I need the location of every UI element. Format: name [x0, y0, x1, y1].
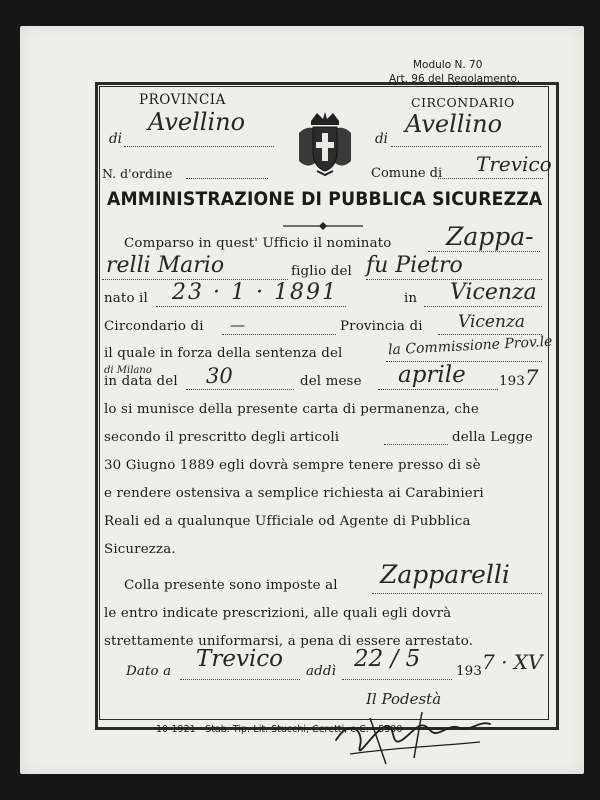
mese-value: aprile: [398, 362, 466, 388]
provincia-value: Avellino: [148, 108, 246, 136]
body-line-strettamente: strettamente uniformarsi, a pena di essere arrestato.: [104, 634, 474, 649]
data-label: in data del: [104, 374, 178, 389]
addi-label: addì: [306, 664, 337, 679]
dato-anno-handwritten: 7 · XV: [482, 650, 543, 674]
circondario-field-value: —: [230, 316, 245, 334]
nominato-part1: Zappa-: [446, 222, 534, 251]
circondario-label: CIRCONDARIO: [411, 95, 515, 110]
dato-anno-prefix: 193: [456, 664, 483, 679]
circondario-field-label: Circondario di: [104, 319, 204, 334]
body-line-30giugno: 30 Giugno 1889 egli dovrà sempre tenere presso di sè: [104, 458, 481, 473]
dato-label: Dato a: [126, 664, 172, 679]
body-line-sicurezza: Sicurezza.: [104, 542, 176, 557]
in-label: in: [404, 291, 418, 306]
comune-value: Trevico: [476, 152, 552, 176]
sentenza-value-cont: di Milano: [104, 365, 152, 376]
luogo-nascita: Vicenza: [450, 280, 537, 305]
title-divider: [283, 221, 363, 231]
figlio-label: figlio del: [291, 264, 352, 279]
body-line-entro: le entro indicate prescrizioni, alle quali egli dovrà: [104, 606, 452, 621]
anno-handwritten: 7: [525, 366, 539, 390]
comparso-text: Comparso in quest' Ufficio il nominato: [124, 236, 392, 251]
dato-luogo: Trevico: [196, 646, 284, 672]
document-title: AMMINISTRAZIONE DI PUBBLICA SICUREZZA: [107, 189, 543, 210]
nascita-data: 23 · 1 · 1891: [172, 280, 338, 305]
body-line-rendere: e rendere ostensiva a semplice richiesta ai Carabinieri: [104, 486, 484, 501]
sentenza-value: la Commissione Prov.le: [387, 333, 553, 359]
nominato-part2: relli Mario: [106, 253, 225, 278]
mese-label: del mese: [300, 374, 362, 389]
body-line-reali: Reali ed a qualunque Ufficiale od Agente di Pubblica: [104, 514, 471, 529]
provincia-field-label: Provincia di: [340, 319, 423, 334]
anno-prefix: 193: [499, 374, 526, 389]
signature-title: Il Podestà: [366, 690, 442, 708]
sentenza-label: il quale in forza della sentenza del: [104, 346, 343, 361]
imposte-label: Colla presente sono imposte al: [124, 578, 338, 593]
body-line-secondo: secondo il prescritto degli articoli: [104, 430, 340, 445]
provincia-field-value: Vicenza: [458, 312, 526, 332]
nato-label: nato il: [104, 291, 148, 306]
dato-data: 22 / 5: [354, 646, 421, 672]
modulo-number: Modulo N. 70: [413, 59, 483, 71]
imposte-value: Zapparelli: [380, 560, 510, 589]
body-line-munisce: lo si munisce della presente carta di permanenza, che: [104, 402, 479, 417]
provincia-label: PROVINCIA: [139, 92, 226, 108]
circondario-di-label: di: [375, 131, 388, 147]
giorno-value: 30: [206, 364, 233, 388]
comune-label: Comune di: [371, 166, 443, 181]
padre-value: fu Pietro: [366, 253, 463, 278]
ordine-label: N. d'ordine: [102, 166, 173, 181]
royal-crest-icon: [297, 111, 353, 175]
circondario-value: Avellino: [405, 110, 503, 138]
regolamento-article: Art. 96 del Regolamento.: [389, 73, 521, 85]
provincia-di-label: di: [109, 131, 122, 147]
printer-footer: 10-1921 - Stab. Tip.-Lit. Stucchi, Ceretti, e C. - 5500: [156, 724, 403, 735]
body-line-legge: della Legge: [452, 430, 533, 445]
handwritten-signature: [330, 700, 500, 770]
